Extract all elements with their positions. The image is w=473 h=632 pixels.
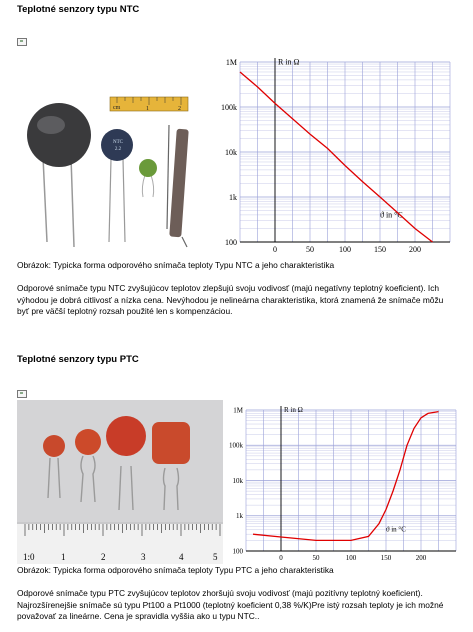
x-tick-label: 150 [374, 245, 386, 254]
ptc-disc-medium [75, 429, 101, 455]
x-tick-label: 200 [415, 554, 427, 562]
x-tick-label: 150 [380, 554, 392, 562]
ptc-disc-large [106, 416, 146, 456]
ntc-paragraph: Odporové snímače typu NTC zvyšujúcov teplotov zlepšujú svoju vodivosť (majú negatívny teplotný koeficient). Ich výhodou je dobrá citlivosť a nízka cena. Nevýhodou je nelineárna charakteristika, ktorá znamená že snímače môžu byť pre väčší teplotný rozsah použité len s kompenzáciou. [17, 283, 444, 317]
image-placeholder-icon-2 [17, 390, 27, 398]
y-tick-label: 10k [232, 476, 243, 485]
ruler-number-1: 1 [146, 106, 149, 112]
disc-label-value: 2.2 [114, 147, 122, 152]
y-tick-label: 1k [236, 512, 243, 521]
ruler-scale: 1:0 [23, 552, 35, 562]
ptc-paragraph: Odporové snímače typu PTC zvyšujúcov teplotov zhoršujú svoju vodivosť (majú pozitívny teplotný koeficient). Najrozšírenejšie snímače sú typu Pt100 a Pt1000 (teplotný koeficient 0,38 %/K)Pre istý rozsah teploty je ich možné považovať za lineárne. Cena je spravidla vyššia ako u typu NTC.. [17, 588, 444, 622]
x-tick-label: 200 [409, 245, 421, 254]
medium-ntc-disc [101, 129, 133, 161]
ptc-xlabel: ϑ in °C [386, 525, 406, 534]
ruler-num-3: 3 [141, 552, 146, 562]
ptc-sensors-photo [17, 400, 223, 564]
x-tick-label: 50 [306, 245, 314, 254]
x-tick-label: 0 [279, 554, 283, 562]
small-ruler [110, 97, 188, 112]
ntc-xlabel: ϑ in °C [380, 210, 403, 220]
y-tick-label: 100k [229, 441, 243, 450]
large-disc-thermistor [27, 103, 91, 167]
ruler-num-4: 4 [179, 552, 184, 562]
ruler-number-2: 2 [178, 106, 181, 112]
ntc-characteristic-chart [212, 49, 460, 255]
ruler-label-cm: cm [113, 105, 121, 111]
disc-label-ntc: NTC [113, 140, 123, 145]
x-tick-label: 50 [312, 554, 320, 562]
ptc-square [152, 422, 190, 464]
ntc-caption: Obrázok: Typicka forma odporového snímača teploty Typu NTC a jeho charakteristika [17, 260, 335, 270]
ptc-ylabel: R in Ω [284, 406, 303, 415]
ruler-num-1: 1 [61, 552, 66, 562]
y-tick-label: 100k [221, 102, 237, 112]
ntc-ylabel: R in Ω [278, 57, 300, 67]
ruler-num-5: 5 [213, 552, 218, 562]
y-tick-label: 100 [232, 547, 243, 556]
ptc-disc-small [43, 435, 65, 457]
y-tick-label: 1k [229, 192, 237, 202]
y-tick-label: 1M [233, 406, 243, 415]
ruler-num-2: 2 [101, 552, 106, 562]
ptc-caption: Obrázok: Typicka forma odporového snímača teploty Typu PTC a jeho charakteristika [17, 565, 334, 575]
ntc-heading: Teplotné senzory typu NTC [17, 4, 140, 15]
ptc-characteristic-chart [224, 400, 464, 562]
y-tick-label: 10k [225, 147, 237, 157]
x-tick-label: 100 [339, 245, 351, 254]
y-tick-label: 100 [225, 237, 237, 247]
small-green-thermistor [139, 159, 157, 177]
x-tick-label: 100 [345, 554, 357, 562]
ntc-sensors-photo [17, 47, 207, 252]
x-tick-label: 0 [273, 245, 277, 254]
image-placeholder-icon [17, 38, 27, 46]
y-tick-label: 1M [225, 57, 237, 67]
ptc-heading: Teplotné senzory typu PTC [17, 354, 139, 365]
ptc-ruler [17, 524, 223, 564]
